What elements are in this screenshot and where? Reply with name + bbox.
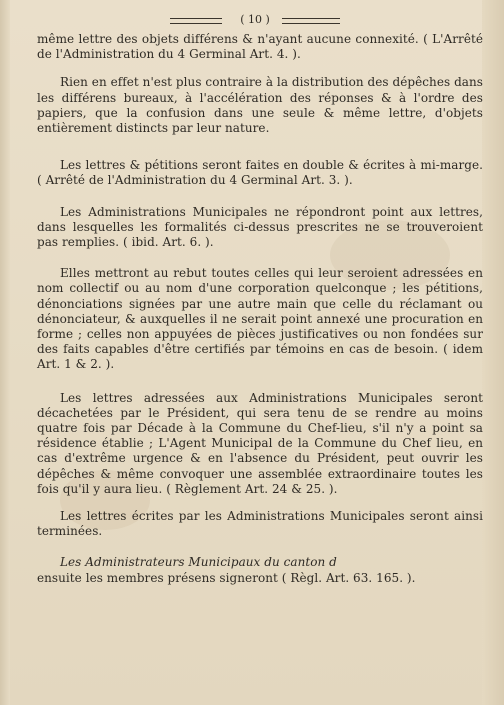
paragraph-4: Les Administrations Municipales ne répondront point aux lettres, dans lesquelles les formalités ci-dessus prescrites ne se trouveroient pas remplies. ( ibid. Art. 6. ). bbox=[37, 204, 483, 250]
page-header bbox=[170, 13, 340, 27]
paragraph-3: Les lettres & pétitions seront faites en double & écrites à mi-marge. ( Arrêté de l'Administration du 4 Germinal Art. 3. ). bbox=[37, 158, 483, 188]
paragraph-5: Elles mettront au rebut toutes celles qui leur seroient adressées en nom collectif ou au nom d'une corporation quelconque ; les pétitions, dénonciations signées par une autre main que celle du réclamant ou dénonciateur, & auxquelles il ne serait point annexé une procuration en forme ; celles non appuyées de pièces justificatives ou non fondées sur des faits capables d'être certifiés par témoins en cas de besoin. ( idem Art. 1 & 2. ). bbox=[37, 266, 483, 372]
paragraph-8 bbox=[37, 555, 483, 585]
paragraph-2: Rien en effet n'est plus contraire à la distribution des dépêches dans les différens bureaux, à l'accélération des réponses & à l'ordre des papiers, que la confusion dans une seule & même lettre, d'objets entièrement distincts par leur nature. bbox=[37, 75, 483, 136]
page-number: ( 10 ) bbox=[240, 13, 270, 26]
paragraph-7: Les lettres écrites par les Administrations Municipales seront ainsi terminées. bbox=[37, 509, 483, 539]
paragraph-6: Les lettres adressées aux Administrations Municipales seront décachetées par le Président, qui sera tenu de se rendre au moins quatre fois par Décade à la Commune du Chef-lieu, s'il n'y a point sa résidence établie ; L'Agent Municipal de la Commune du Chef lieu, en cas d'extrême urgence & en l'absence du Président, peut ouvrir les dépêches & même convoquer une assemblée extraordinaire toutes les fois qu'il y aura lieu. ( Règlement Art. 24 & 25. ). bbox=[37, 390, 483, 496]
paragraph-8-rest: ensuite les membres présens signeront ( Règl. Art. 63. 165. ). bbox=[37, 570, 416, 585]
page-right-edge bbox=[482, 0, 504, 705]
page-left-edge bbox=[0, 0, 10, 705]
page-body bbox=[37, 32, 483, 586]
paragraph-1: même lettre des objets différens & n'ayant aucune connexité. ( L'Arrêté de l'Administration du 4 Germinal Art. 4. ). bbox=[37, 32, 483, 62]
header-rule-left bbox=[170, 18, 222, 24]
header-rule-right bbox=[282, 18, 340, 24]
formula-italic: Les Administrateurs Municipaux du canton d bbox=[60, 555, 337, 570]
